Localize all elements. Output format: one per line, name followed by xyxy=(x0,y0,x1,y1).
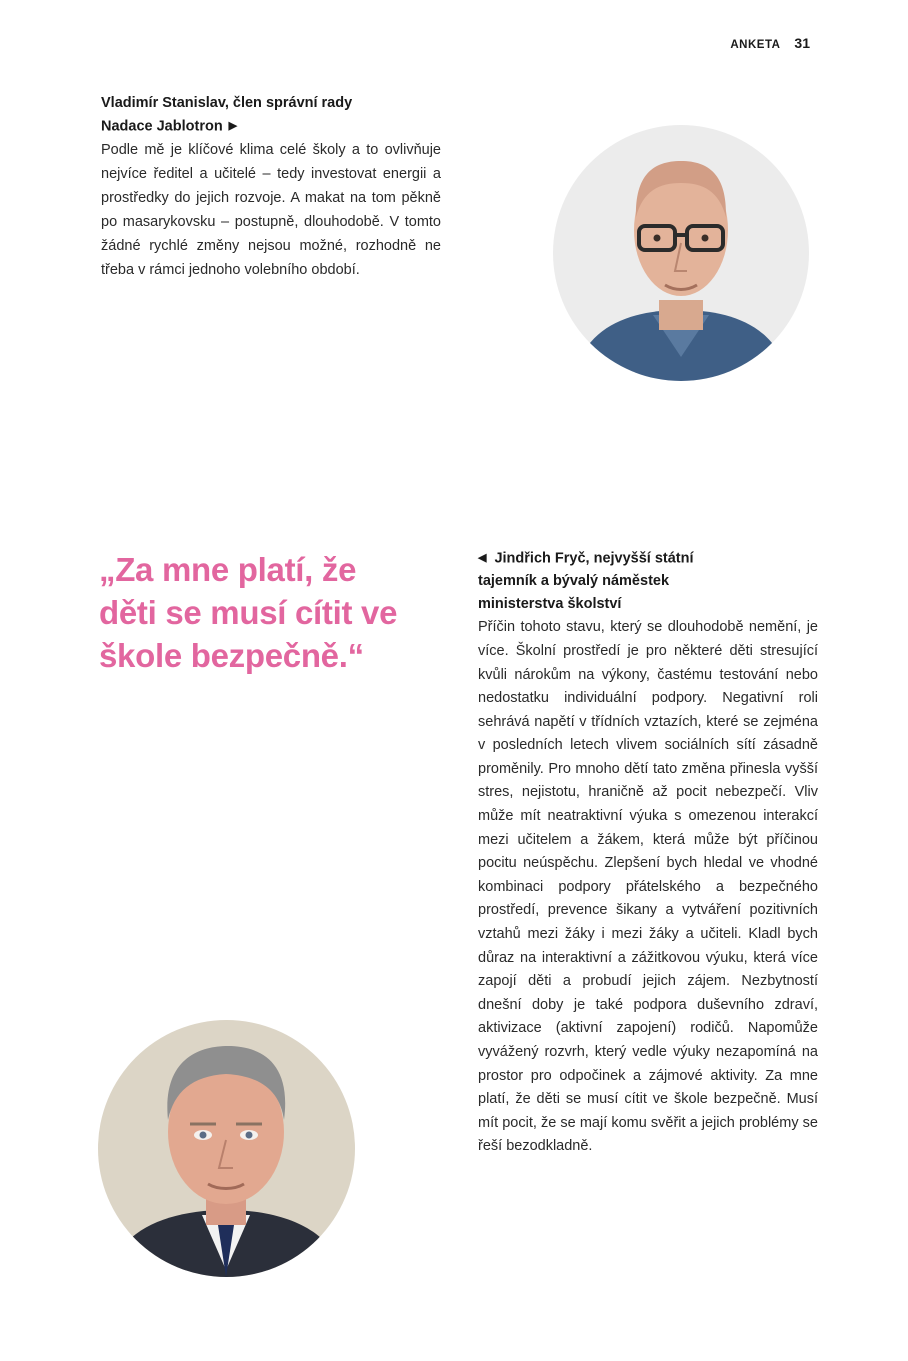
triangle-left-icon: ◀ xyxy=(478,552,487,564)
respondent-1-name xyxy=(101,92,441,138)
respondent-2-name-line-1: Jindřich Fryč, nejvyšší státní xyxy=(494,550,694,567)
respondent-2-block xyxy=(478,547,818,1159)
respondent-2-name-line-2: tajemník a bývalý náměstek xyxy=(478,573,670,590)
triangle-right-icon: ▶ xyxy=(228,120,238,132)
respondent-2-name-line-3: ministerstva školství xyxy=(478,596,622,613)
respondent-1-name-line-1: Vladimír Stanislav, člen správní rady xyxy=(101,95,353,111)
pull-quote: „Za mne platí, že děti se musí cítit ve škole bezpečně.“ xyxy=(99,551,398,674)
page-number: 31 xyxy=(794,35,810,51)
respondent-2-photo xyxy=(98,1020,355,1277)
respondent-2-name-line-1-row xyxy=(478,547,818,570)
respondent-1-answer: Podle mě je klíčové klima celé školy a to ovlivňuje nejvíce ředitel a učitelé – tedy investovat energii a prostředky do jejich rozvoje. A makat na tom pěkně po masarykovsku – postupně, dlouhodobě. V tomto žádné rychlé změny nejsou možné, rozhodně ne třeba v rámci jednoho volebního období. xyxy=(101,142,441,279)
page-header xyxy=(730,35,810,51)
respondent-1-block xyxy=(101,92,441,282)
respondent-1-name-line-2-row xyxy=(101,115,441,138)
section-label: ANKETA xyxy=(730,39,781,51)
respondent-2-name xyxy=(478,547,818,616)
respondent-1-photo xyxy=(553,125,809,381)
respondent-1-name-line-2: Nadace Jablotron xyxy=(101,118,223,135)
respondent-2-answer: Příčin tohoto stavu, který se dlouhodobě nemění, je více. Školní prostředí je pro některé děti stresující kvůli nárokům na výkony, častému testování nebo nedostatku individuální podpory. Negativní roli sehrává napětí v třídních vztazích, které se zejména v posledních letech vlivem sociálních sítí zásadně proměnily. Pro mnoho dětí tato změna přinesla vyšší stres, nejistotu, hraničně až pocit nebezpečí. Vliv může mít neatraktivní výuka s omezenou interakcí mezi učitelem a žákem, která může být příčinou pocitu neúspěchu. Zlepšení bych hledal ve vhodné kombinaci podpory přátelského a bezpečného prostředí, prevence šikany a vytváření pozitivních vztahů mezi žáky i mezi žáky a učiteli. Kladl bych důraz na interaktivní a zážitkovou výuku, která více zapojí děti a probudí jejich zájem. Nezbytností dnešní doby je také podpora duševního zdraví, aktivizace (aktivní zapojení) rodičů. Napomůže vyvážený rozvrh, který vedle výuky nezapomíná na prostor pro odpočinek a zájmové aktivity. Za mne platí, že děti se musí cítit ve škole bezpečně. Musí mít pocit, že se mají komu svěřit a jejich problémy se řeší bezodkladně. xyxy=(478,619,818,1155)
